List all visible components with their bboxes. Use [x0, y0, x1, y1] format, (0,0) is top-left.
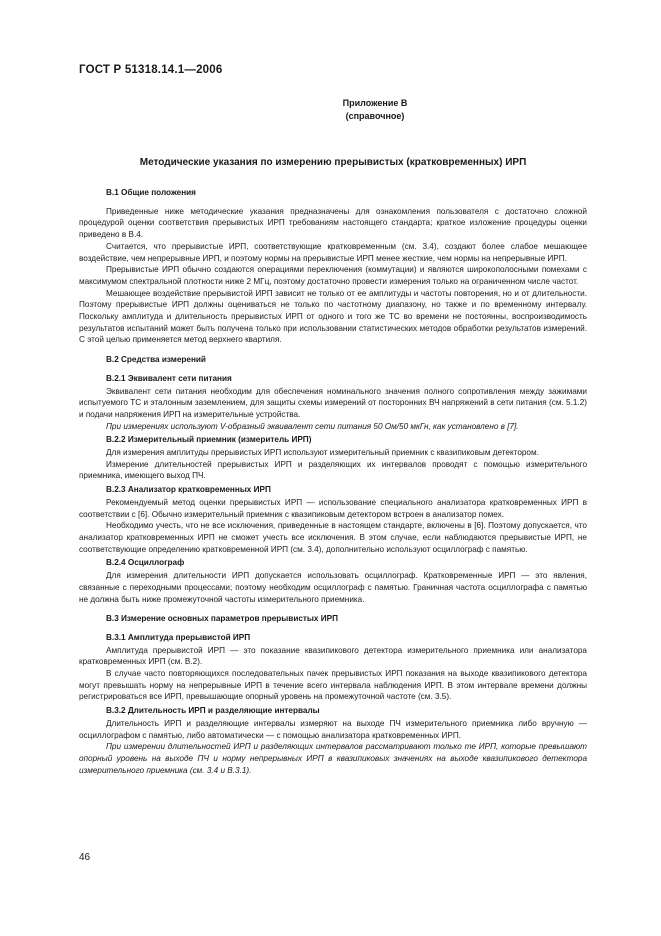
paragraph: Рекомендуемый метод оценки прерывистых ИРП — использование специального анализатора кратковременных ИРП в соответствии с [6]. Обычно измерительный приемник с квазипиковым детектором встроен в анализатор помех.: [79, 497, 587, 519]
subsection-heading: В.2.4 Осциллограф: [106, 558, 185, 568]
italic-note: При измерении длительностей ИРП и разделяющих интервалов рассматривают только те ИРП, которые превышают опорный уровень на выходе ПЧ и норму непрерывных ИРП в квазипиковых значениях на выходе квазипикового детектора измерительного приемника (см. 3.4 и В.3.1).: [79, 742, 587, 775]
paragraph: Для измерения амплитуды прерывистых ИРП используют измерительный приемник с квазипиковым детектором.: [106, 448, 539, 458]
paragraph: Прерывистые ИРП обычно создаются операциями переключения (коммутации) и являются широкополосными помехами с максимумом спектральной плотности ниже 2 МГц, поэтому достаточно провести измерения только на ограниченном числе частот.: [79, 265, 587, 286]
paragraph: Мешающее воздействие прерывистой ИРП зависит не только от ее амплитуды и частоты повторения, но и от длительности. Поэтому прерывистые ИРП должны оцениваться не только по частотному диапазону, но также и по временному интервалу. Поскольку амплитуда и длительность прерывистых ИРП от одного и того же ТС во времени не постоянны, воспроизводимость результатов испытаний может быть получена только при использовании статистических методов обработки результатов измерений. С этой целью применяется метод верхнего квартиля.: [79, 288, 587, 345]
paragraph: Необходимо учесть, что не все исключения, приведенные в настоящем стандарте, включены в [6]. Поэтому допускается, что анализатор кратковременных ИРП не сможет учесть все исключения. В этом случае, если наблюдаются прерывистые ИРП, не соответствующие определению кратковременной ИРП (см. 3.4), дополнительно используют осциллограф с памятью.: [79, 521, 587, 554]
paragraph: В случае часто повторяющихся последовательных пачек прерывистых ИРП показания на выходе квазипикового детектора могут превышать норму на непрерывные ИРП в течение всего интервала наблюдения ИРП. В этом интервале времени должны регистрироваться все ИРП, превышающие опорный уровень на промежуточной частоте (см. 3.5).: [79, 669, 587, 702]
section-heading: В.2 Средства измерений: [106, 355, 206, 365]
paragraph: Амплитуда прерывистой ИРП — это показание квазипикового детектора измерительного приемника или анализатора кратковременных ИРП (см. В.2).: [79, 645, 587, 667]
page-number: 46: [79, 852, 91, 863]
appendix-label: Приложение В: [342, 98, 408, 108]
paragraph: Измерение длительностей прерывистых ИРП и разделяющих их интервалов проводят с помощью измерительного приемника, имеющего выход ПЧ.: [79, 459, 587, 481]
subsection-heading: В.3.2 Длительность ИРП и разделяющие интервалы: [106, 706, 320, 716]
paragraph: Эквивалент сети питания необходим для обеспечения номинального значения полного сопротивления между зажимами испытуемого ТС и эталонным заземлением, для защиты схемы измерений от посторонних ВЧ напряжений в сети питания (см. 5.1.2) и подачи напряжения ИРП на измерительные устройства.: [79, 386, 587, 419]
paragraph: Для измерения длительности ИРП допускается использовать осциллограф. Кратковременные ИРП — это явления, связанные с переходными процессами; поэтому необходим осциллограф с памятью. Граничная частота осциллографа с памятью не должна быть ниже промежуточной частоты измерительного приемника.: [79, 571, 587, 604]
section-heading: В.3 Измерение основных параметров прерывистых ИРП: [106, 614, 338, 624]
paragraph: Приведенные ниже методические указания предназначены для ознакомления пользователя с достаточно сложной процедурой оценки соответствия прерывистых ИРП требованиям настоящего стандарта; краткое изложение процедуры оценки приведено в В.4.: [79, 206, 587, 240]
section-heading: В.1 Общие положения: [106, 188, 196, 197]
subsection-heading: В.2.3 Анализатор кратковременных ИРП: [106, 485, 271, 495]
appendix-note: (справочное): [345, 111, 405, 121]
subsection-heading: В.2.2 Измерительный приемник (измеритель ИРП): [106, 435, 312, 445]
document-body: [79, 183, 587, 776]
italic-note: При измерениях используют V-образный эквивалент сети питания 50 Ом/50 мкГн, как установлено в [7].: [106, 421, 519, 431]
paragraph: Считается, что прерывистые ИРП, соответствующие кратковременным (см. 3.4), создают более слабое мешающее воздействие, чем непрерывные ИРП, и поэтому нормы на прерывистые ИРП менее жесткие, чем нормы на непрерывные ИРП.: [79, 241, 587, 263]
subsection-heading: В.2.1 Эквивалент сети питания: [106, 373, 232, 383]
subsection-heading: В.3.1 Амплитуда прерывистой ИРП: [106, 632, 251, 642]
standard-header: ГОСТ Р 51318.14.1—2006: [79, 64, 223, 76]
appendix-label-block: [290, 97, 460, 123]
paragraph: Длительность ИРП и разделяющие интервалы измеряют на выходе ПЧ измерительного приемника либо вручную — осциллографом с памятью, либо автоматически — с помощью анализатора кратковременных ИРП.: [79, 718, 587, 740]
appendix-title: Методические указания по измерению прерывистых (кратковременных) ИРП: [139, 157, 527, 168]
